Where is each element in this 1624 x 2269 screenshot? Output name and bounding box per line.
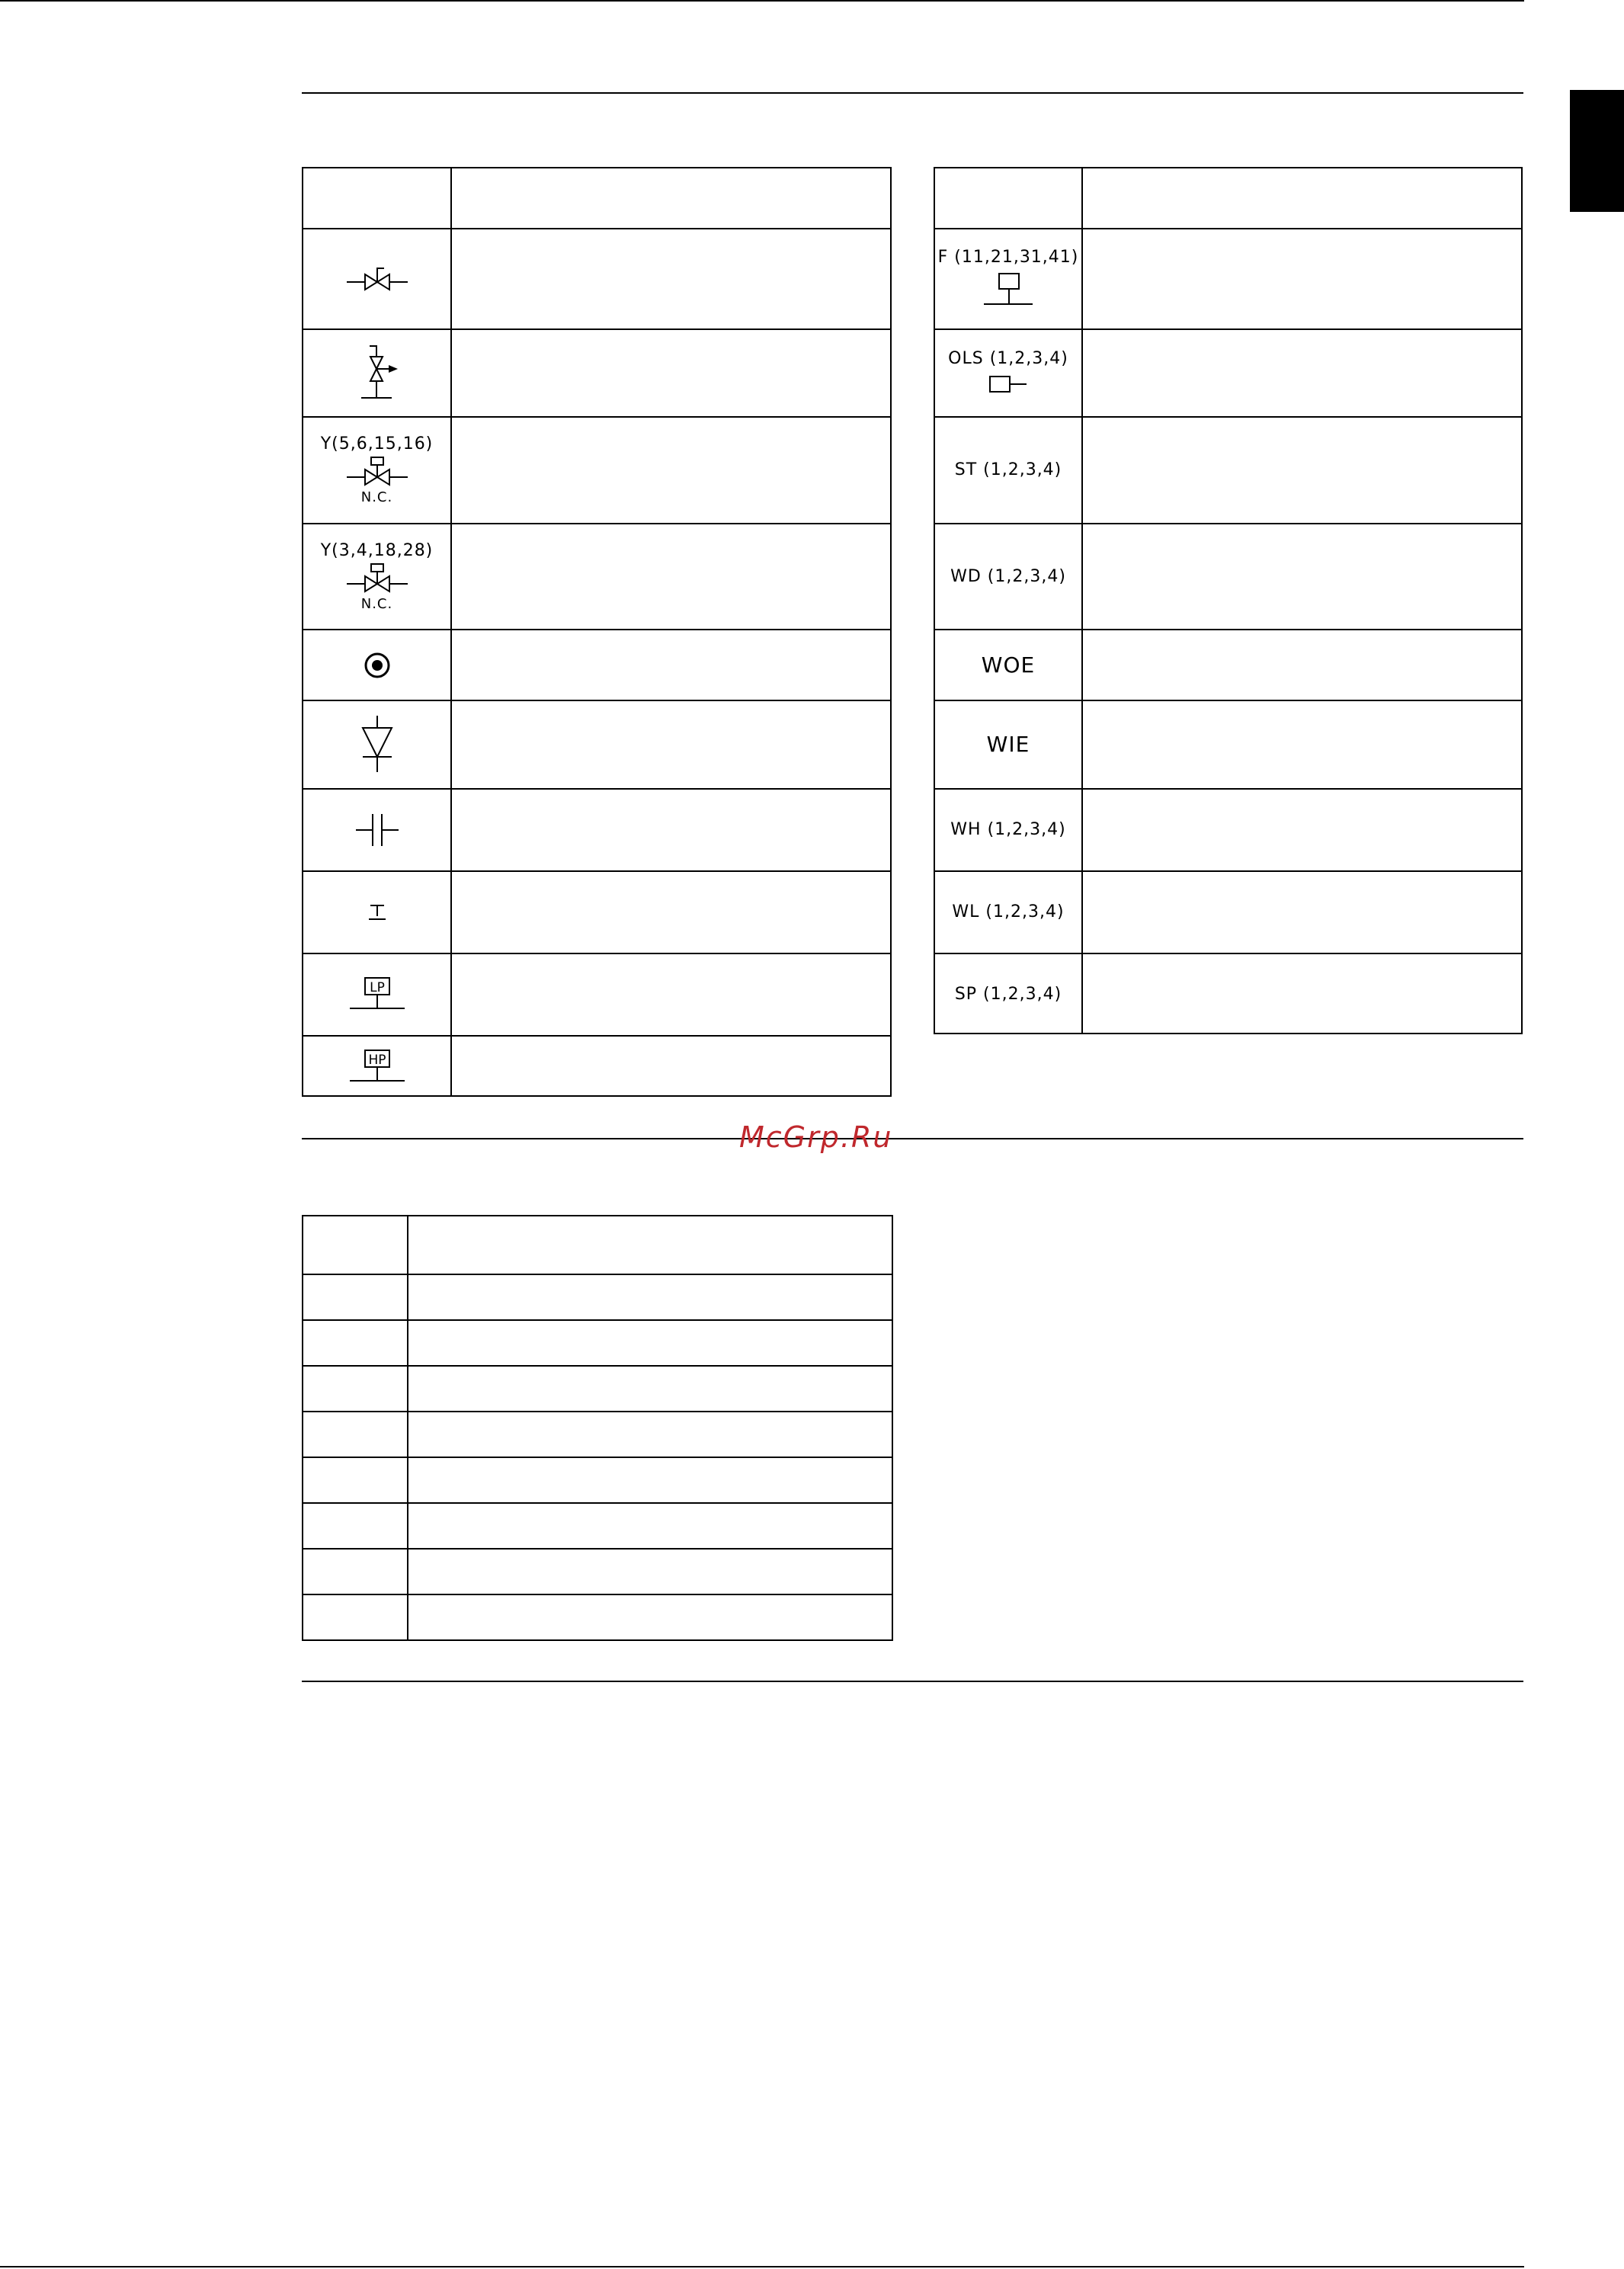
symbol-cell	[935, 630, 1081, 700]
symbol-cell	[303, 330, 450, 416]
symbol-cell	[303, 229, 450, 328]
high-pressure-switch-icon	[347, 1049, 408, 1085]
symbol-cell	[303, 418, 450, 523]
symbol-code: OLS (1,2,3,4)	[948, 348, 1068, 368]
symbol-cell	[303, 872, 450, 953]
symbol-cell	[303, 954, 450, 1035]
temperature-sensor-icon	[366, 901, 389, 924]
symbol-cell	[935, 524, 1081, 629]
symbol-code: Y(3,4,18,28)	[320, 540, 434, 560]
symbol-code: WIE	[986, 732, 1030, 757]
table-row	[303, 1594, 892, 1595]
header-rule	[302, 92, 1523, 94]
solenoid-valve-icon	[343, 456, 412, 489]
symbol-code: ST (1,2,3,4)	[954, 460, 1062, 479]
symbol-cell	[303, 630, 450, 700]
table-row	[303, 1365, 892, 1367]
table-row	[303, 1274, 892, 1275]
solenoid-valve-icon	[343, 562, 412, 596]
watermark-text: McGrp.Ru	[739, 1120, 893, 1154]
symbol-cell	[935, 790, 1081, 870]
symbol-cell	[935, 872, 1081, 953]
symbol-code: SP (1,2,3,4)	[954, 984, 1062, 1004]
manual-valve-icon	[343, 264, 412, 294]
low-pressure-switch-icon	[347, 976, 408, 1013]
lp-label: LP	[369, 980, 385, 995]
symbol-cell	[935, 701, 1081, 788]
symbol-cell	[303, 524, 450, 629]
section-rule-1	[302, 1138, 1523, 1139]
section-rule-2	[302, 1681, 1523, 1682]
symbol-cell	[935, 229, 1081, 328]
left-symbol-table	[302, 167, 892, 1097]
capacitor-icon	[354, 811, 400, 849]
symbol-note: N.C.	[360, 489, 393, 505]
table-row	[303, 1457, 892, 1458]
symbol-cell	[935, 330, 1081, 416]
sensor-point-icon	[362, 650, 392, 681]
table-row	[303, 1502, 892, 1504]
flow-switch-icon	[978, 272, 1039, 309]
symbol-code: WH (1,2,3,4)	[950, 820, 1066, 839]
hp-label: HP	[367, 1052, 386, 1068]
symbol-code: Y(5,6,15,16)	[320, 434, 434, 453]
symbol-cell	[935, 954, 1081, 1034]
symbol-cell	[303, 701, 450, 788]
bottom-rule	[0, 2266, 1524, 2267]
symbol-code: WD (1,2,3,4)	[950, 566, 1066, 586]
table-row	[303, 1548, 892, 1550]
lower-table	[302, 1215, 893, 1641]
table-row	[303, 1319, 892, 1321]
safety-valve-icon	[351, 343, 404, 404]
table-row	[303, 1411, 892, 1412]
chapter-tab	[1570, 90, 1624, 212]
symbol-cell	[303, 1037, 450, 1097]
top-border	[0, 0, 1524, 2]
symbol-cell	[303, 790, 450, 870]
right-symbol-table	[934, 167, 1523, 1034]
oil-level-switch-icon	[978, 373, 1039, 396]
check-valve-icon	[358, 714, 396, 775]
symbol-code: WL (1,2,3,4)	[952, 902, 1065, 921]
symbol-code: WOE	[981, 652, 1036, 678]
symbol-cell	[935, 418, 1081, 523]
symbol-note: N.C.	[360, 595, 393, 612]
symbol-code: F (11,21,31,41)	[937, 248, 1079, 267]
